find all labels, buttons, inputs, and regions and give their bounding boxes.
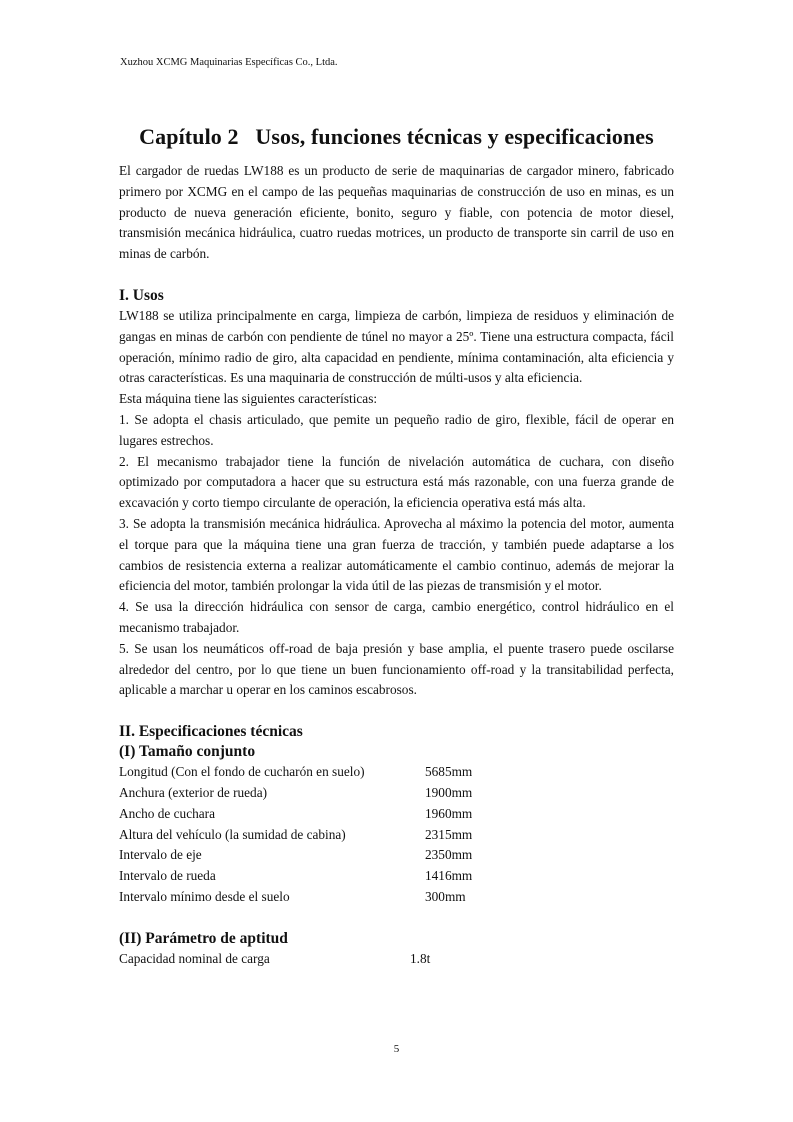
spec-row [119, 845, 674, 866]
feature-item: 2. El mecanismo trabajador tiene la función de nivelación automática de cuchara, con diseño optimizado por computadora a hacer que su estructura está más razonable, con una fuerza grande de excavación y corto tiempo circulante de operación, la eficiencia operativa está más alta. [119, 453, 674, 511]
spec-value: 1900mm [425, 784, 473, 800]
spec-value: 2350mm [425, 847, 473, 863]
chapter-title: Capítulo 2 Usos, funciones técnicas y especificaciones [139, 124, 654, 149]
page-header: Xuzhou XCMG Maquinarias Específicas Co., Ltda. [120, 57, 338, 68]
intro-paragraph: El cargador de ruedas LW188 es un producto de serie de maquinarias de cargador minero, fabricado primero por XCMG en el campo de las pequeñas maquinarias de construcción de uso en minas, es un producto de nueva generación eficiente, bonito, seguro y fiable, con potencia de motor diesel, transmisión mecánica hidráulica, cuatro ruedas motrices, un producto de transporte sin carril de uso en minas de carbón. [119, 163, 674, 262]
features-intro: Esta máquina tiene las siguientes características: [119, 391, 378, 407]
spec-row [119, 887, 674, 908]
spec-label: Intervalo de eje [119, 847, 202, 863]
spec-label: Ancho de cuchara [119, 805, 215, 821]
spec-value: 2315mm [425, 826, 473, 842]
spec-row [119, 762, 674, 783]
spec-label: Altura del vehículo (la sumidad de cabina) [119, 826, 346, 842]
spec-value: 300mm [425, 888, 466, 904]
spec-row [119, 825, 674, 846]
feature-item: 3. Se adopta la transmisión mecánica hidráulica. Aprovecha al máximo la potencia del motor, aumenta el torque para que la máquina tiene una gran fuerza de tracción, y también puede adaptarse a los cambios de resistencia externa a realizar automáticamente el cambio continuo, además de mejorar la eficiencia del motor, también prolongar la vida útil de las piezas de transmisión y el motor. [119, 515, 674, 594]
feature-item: 4. Se usa la dirección hidráulica con sensor de carga, cambio energético, control hidráulico en el mecanismo trabajador. [119, 599, 674, 635]
spec-value: 1960mm [425, 805, 473, 821]
spec-label: Capacidad nominal de carga [119, 950, 270, 966]
spec-value: 1416mm [425, 868, 473, 884]
spec-label: Anchura (exterior de rueda) [119, 784, 268, 800]
subsection-size-title: (I) Tamaño conjunto [119, 743, 256, 761]
feature-item: 1. Se adopta el chasis articulado, que pemite un pequeño radio de giro, flexible, fácil de operar en lugares estrechos. [119, 411, 674, 448]
spec-label: Intervalo de rueda [119, 868, 216, 884]
page-number: 5 [393, 1043, 400, 1055]
spec-row [119, 949, 674, 970]
section-usos-title: I. Usos [119, 286, 164, 304]
usos-paragraph: LW188 se utiliza principalmente en carga, limpieza de carbón, limpieza de residuos y eliminación de gangas en minas de carbón con pendiente de túnel no mayor a 25º. Tiene una estructura compacta, fácil operación, mínimo radio de giro, alta capacidad en pendiente, mínima contaminación, alta eficiencia y otras características. Es una maquinaria de construcción de múlti-usos y alta eficiencia. [119, 307, 674, 386]
spec-row [119, 866, 674, 887]
subsection-aptitude-title: (II) Parámetro de aptitud [119, 929, 288, 947]
spec-value: 1.8t [410, 950, 431, 966]
spec-value: 5685mm [425, 764, 473, 780]
spec-label: Intervalo mínimo desde el suelo [119, 888, 290, 904]
section-specs-title: II. Especificaciones técnicas [119, 723, 303, 741]
spec-label: Longitud (Con el fondo de cucharón en suelo) [119, 764, 365, 780]
spec-row [119, 804, 674, 825]
feature-item: 5. Se usan los neumáticos off-road de baja presión y base amplia, el puente trasero puede oscilarse alrededor del centro, por lo que tiene un buen funcionamiento off-road y la transitabilidad perfecta, aplicable a marchar u operar en los caminos escabrosos. [119, 640, 674, 698]
spec-row [119, 783, 674, 804]
page-content [119, 124, 674, 970]
